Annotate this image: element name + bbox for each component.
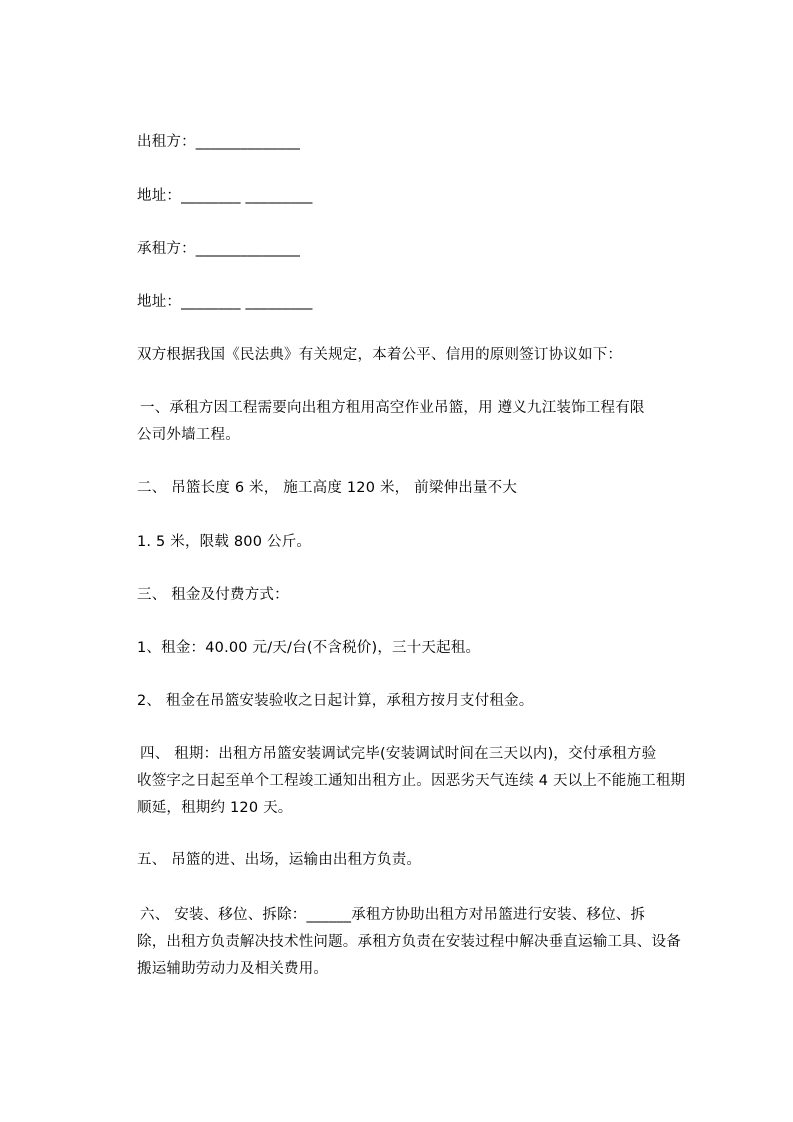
clause-4-line-1: 四、 租期：出租方吊篮安装调试完毕(安装调试时间在三天以内)，交付承租方验 [140, 746, 657, 762]
lessee-line: 承租方：______________ [137, 241, 301, 257]
clause-3-item-1: 1、租金：40.00 元/天/台(不含税价)，三十天起租。 [137, 640, 481, 656]
clause-5: 五、 吊篮的进、出场，运输由出租方负责。 [137, 852, 422, 868]
intro-paragraph: 双方根据我国《民法典》有关规定，本着公平、信用的原则签订协议如下： [137, 347, 623, 363]
clause-4-line-2: 收签字之日起至单个工程竣工通知出租方止。因恶劣天气连续 4 天以上不能施工租期 [137, 773, 686, 789]
lessor-address-line: 地址：________ _________ [137, 188, 313, 204]
clause-6-line-1: 六、 安装、移位、拆除：______承租方协助出租方对吊篮进行安装、移位、拆 [140, 907, 646, 923]
lessee-address-line: 地址：________ _________ [137, 294, 313, 310]
clause-3-item-2: 2、 租金在吊篮安装验收之日起计算，承租方按月支付租金。 [137, 693, 534, 709]
clause-4-line-3: 顺延，租期约 120 天。 [137, 800, 293, 816]
clause-2-line-1: 二、 吊篮长度 6 米， 施工高度 120 米， 前梁伸出量不大 [137, 480, 518, 496]
clause-6-line-3: 搬运辅助劳动力及相关费用。 [137, 961, 329, 977]
clause-2-line-2: 1. 5 米，限载 800 公斤。 [137, 534, 312, 550]
clause-3-title: 三、 租金及付费方式： [137, 587, 289, 603]
clause-1-line-2: 公司外墙工程。 [137, 427, 240, 443]
clause-6-line-2: 除，出租方负责解决技术性问题。承租方负责在安装过程中解决垂直运输工具、设备 [137, 934, 681, 950]
lessor-line: 出租方：______________ [137, 134, 301, 150]
clause-1-line-1: 一、承租方因工程需要向出租方租用高空作业吊篮，用 遵义九江装饰工程有限 [140, 400, 645, 416]
